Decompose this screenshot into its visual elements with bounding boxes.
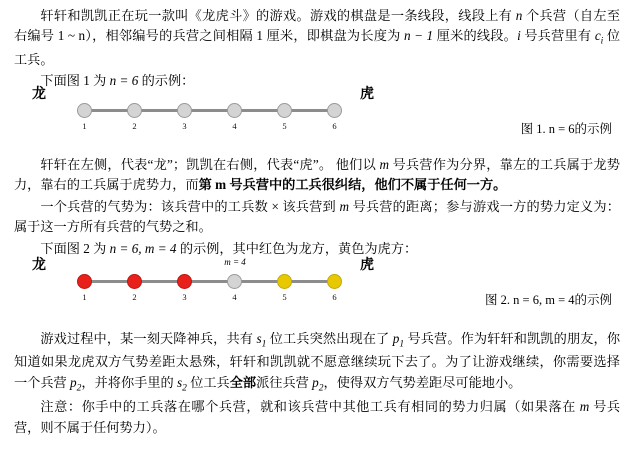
figure2-label-3: 3 <box>182 291 187 302</box>
figure2-node-6 <box>327 274 342 289</box>
var-p1-subscript: 1 <box>399 339 405 350</box>
figure1-label-4: 4 <box>232 120 237 131</box>
figure2-axis <box>84 280 332 283</box>
figure1-node-4 <box>227 103 242 118</box>
paragraph-note <box>14 397 620 438</box>
figure2-label-1: 1 <box>82 291 87 302</box>
var-n-m: n = 6, m = 4 <box>109 240 177 256</box>
figure1-label-1: 1 <box>82 120 87 131</box>
text-run: 下面图 1 为 <box>40 73 110 89</box>
figure1-caption: 图 1. n = 6的示例 <box>520 121 612 136</box>
var-s2: s <box>177 374 183 390</box>
figure2-label-4: 4 <box>232 291 237 302</box>
text-run: 位工兵突然出现在了 <box>266 330 393 346</box>
text-run: ，并将你手里的 <box>81 374 177 390</box>
figure2-diagram <box>32 256 374 317</box>
text-run: 轩轩和凯凯正在玩一款叫《龙虎斗》的游戏。游戏的棋盘是一条线段，线段上有 <box>40 8 516 23</box>
text-run: 号兵营，则不属于任何势力）。 <box>14 399 621 435</box>
text-run: 派往兵营 <box>256 374 313 390</box>
figure2-node-1 <box>77 274 92 289</box>
figure2-node-5 <box>277 274 292 289</box>
text-run: 轩轩在左侧，代表“龙”；凯凯在右侧，代表“虎”。 他们以 <box>40 156 380 172</box>
text-run: 号兵营。作为轩轩和凯凯的朋友，你知道如果龙虎双方气势差距太悬殊，轩轩和凯凯就不愿意继续玩下去了。为了让游戏继续，你需要选择一个兵营 <box>14 330 621 390</box>
figure1-axis <box>84 109 332 112</box>
var-i: i <box>517 28 521 44</box>
figure1-diagram <box>32 86 374 146</box>
text-run: 号兵营里有 <box>520 28 595 44</box>
text-run: 个兵营（自左至右编号 1 ~ n），相邻编号的兵营之间相隔 1 厘米，即棋盘为长度为 <box>14 8 621 44</box>
text-run: ，使得双方气势差距尽可能地小。 <box>323 374 522 390</box>
paragraph-intro <box>14 6 620 70</box>
text-run: 下面图 2 为 <box>40 240 110 256</box>
var-n-equals-6: n = 6 <box>109 73 139 89</box>
paragraph-reinforcements <box>14 329 620 396</box>
figure-2 <box>14 256 620 321</box>
figure1-label-2: 2 <box>132 120 137 131</box>
figure1-left-label: 龙 <box>32 86 46 102</box>
paragraph-momentum-def <box>14 197 620 238</box>
figure2-m-marker: m = 4 <box>224 256 246 267</box>
var-p2: p <box>70 374 77 390</box>
paragraph-sides <box>14 155 620 196</box>
figure2-label-6: 6 <box>332 291 337 302</box>
var-p1: p <box>392 330 400 346</box>
var-s2-subscript: 2 <box>182 383 187 394</box>
var-p2-b-subscript: 2 <box>318 383 324 394</box>
var-c-subscript: i <box>600 37 604 48</box>
text-run: 的示例，其中红色为龙方，黄色为虎方： <box>176 240 418 256</box>
figure1-label-5: 5 <box>282 120 287 131</box>
var-m-3: m <box>579 399 590 415</box>
figure2-node-4 <box>227 274 242 289</box>
text-run: 号兵营作为分界，靠左的工兵属于龙势力，靠右的工兵属于虎势力，而 <box>14 156 620 193</box>
figure2-left-label: 龙 <box>32 257 46 273</box>
text-run: 的示例： <box>138 73 195 89</box>
figure1-label-3: 3 <box>182 120 187 131</box>
figure2-right-label: 虎 <box>360 257 374 273</box>
emphasis-all: 全部 <box>229 374 257 390</box>
var-n: n <box>515 8 523 23</box>
figure1-node-2 <box>127 103 142 118</box>
paragraph-figure2-lead <box>14 239 620 259</box>
figure1-label-6: 6 <box>332 120 337 131</box>
figure2-label-5: 5 <box>282 291 287 302</box>
text-run: 注意：你手中的工兵落在哪个兵营，就和该兵营中其他工兵有相同的势力归属（如果落在 <box>40 399 580 415</box>
text-run: 号兵营的距离；参与游戏一方的势力定义为：属于这一方所有兵营的气势之和。 <box>14 198 620 235</box>
var-p2-b: p <box>312 374 319 390</box>
text-run: 位工兵 <box>186 374 230 390</box>
text-run: 游戏过程中，某一刻天降神兵，共有 <box>40 330 257 346</box>
figure-1 <box>14 86 620 150</box>
figure2-node-3 <box>177 274 192 289</box>
emphasis-neutral-camp: 第 m 号兵营中的工兵很纠结，他们不属于任何一方。 <box>198 177 507 193</box>
figure2-node-2 <box>127 274 142 289</box>
paragraph-figure1-lead <box>14 71 620 91</box>
var-m-2: m <box>339 198 349 214</box>
var-s1-subscript: 1 <box>261 339 267 350</box>
figure1-node-5 <box>277 103 292 118</box>
var-s1: s <box>256 330 262 346</box>
figure2-label-2: 2 <box>132 291 137 302</box>
figure1-right-label: 虎 <box>360 86 374 102</box>
text-run: 厘米的线段。 <box>433 28 518 44</box>
figure2-caption: 图 2. n = 6, m = 4的示例 <box>485 292 612 307</box>
figure1-node-1 <box>77 103 92 118</box>
figure1-node-3 <box>177 103 192 118</box>
figure1-node-6 <box>327 103 342 118</box>
var-c: c <box>594 28 601 44</box>
var-m: m <box>379 156 390 172</box>
text-run: 位工兵。 <box>14 28 621 67</box>
var-p2-subscript: 2 <box>76 383 82 394</box>
text-run: 一个兵营的气势为：该兵营中的工兵数 × 该兵营到 <box>40 198 340 214</box>
var-n-minus-1: n − 1 <box>404 28 434 44</box>
